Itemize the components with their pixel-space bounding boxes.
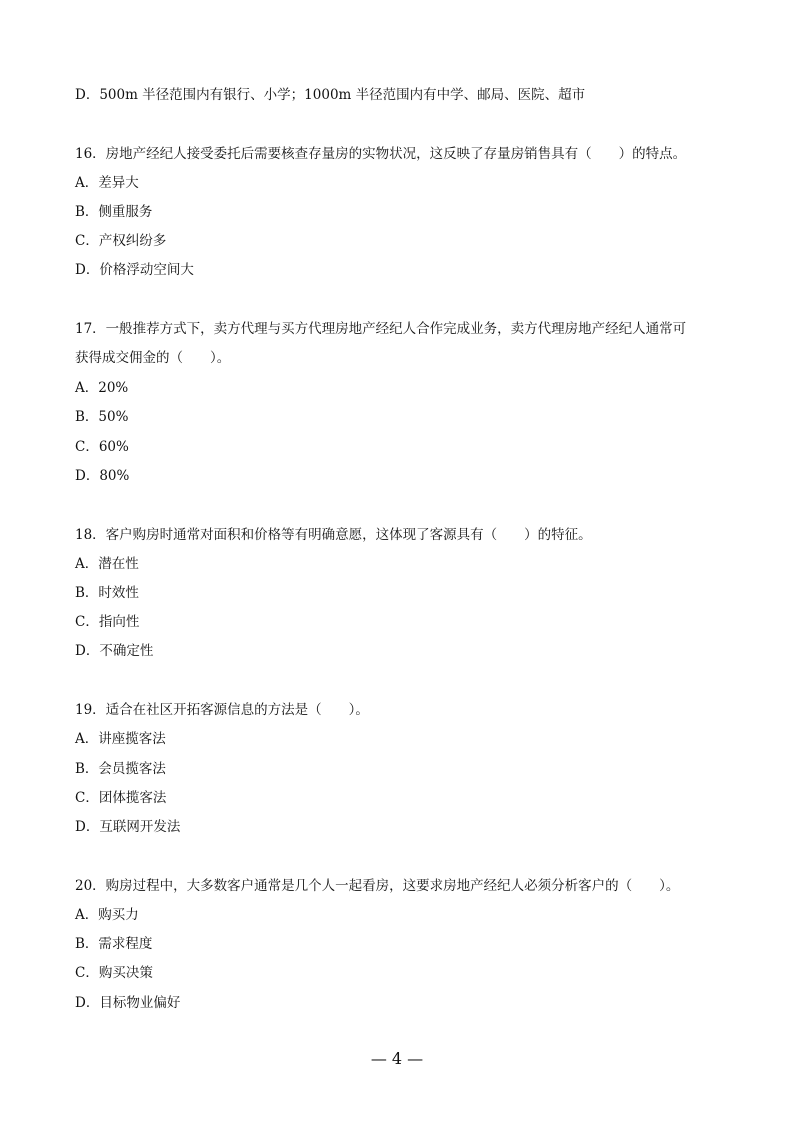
- question-stem: 17．一般推荐方式下，卖方代理与买方代理房地产经纪人合作完成业务，卖方代理房地产经纪人通常可: [75, 321, 687, 337]
- option-b: B．会员揽客法: [75, 761, 166, 777]
- option-c: C．团体揽客法: [75, 790, 167, 806]
- option-c: C．产权纠纷多: [75, 233, 167, 249]
- option-b: B．侧重服务: [75, 204, 153, 220]
- option-a: A．潜在性: [75, 556, 139, 572]
- question-stem: 20．购房过程中，大多数客户通常是几个人一起看房，这要求房地产经纪人必须分析客户的（ ）。: [75, 878, 680, 894]
- option-d: D．目标物业偏好: [75, 995, 181, 1011]
- question-stem: 16．房地产经纪人接受委托后需要核查存量房的实物状况，这反映了存量房销售具有（ ）的特点。: [75, 146, 687, 162]
- option-a: A．差异大: [75, 175, 139, 191]
- option-a: A．20%: [75, 380, 129, 396]
- option-d: D．价格浮动空间大: [75, 262, 194, 278]
- question-stem-continued: 获得成交佣金的（ ）。: [75, 350, 231, 366]
- question-stem: 19．适合在社区开拓客源信息的方法是（ ）。: [75, 702, 369, 718]
- option-a: A．讲座揽客法: [75, 731, 166, 747]
- option-d: D．互联网开发法: [75, 819, 181, 835]
- option-b: B．需求程度: [75, 936, 153, 952]
- prev-question-option-d: D．500m 半径范围内有银行、小学；1000m 半径范围内有中学、邮局、医院、超市: [75, 87, 586, 103]
- option-a: A．购买力: [75, 907, 139, 923]
- option-d: D．80%: [75, 468, 130, 484]
- question-stem: 18．客户购房时通常对面积和价格等有明确意愿，这体现了客源具有（ ）的特征。: [75, 527, 592, 543]
- option-b: B．50%: [75, 409, 129, 425]
- option-c: C．购买决策: [75, 965, 153, 981]
- option-d: D．不确定性: [75, 643, 154, 659]
- page-number: — 4 —: [370, 1049, 424, 1068]
- option-b: B．时效性: [75, 585, 139, 601]
- option-c: C．指向性: [75, 614, 140, 630]
- option-c: C．60%: [75, 439, 129, 455]
